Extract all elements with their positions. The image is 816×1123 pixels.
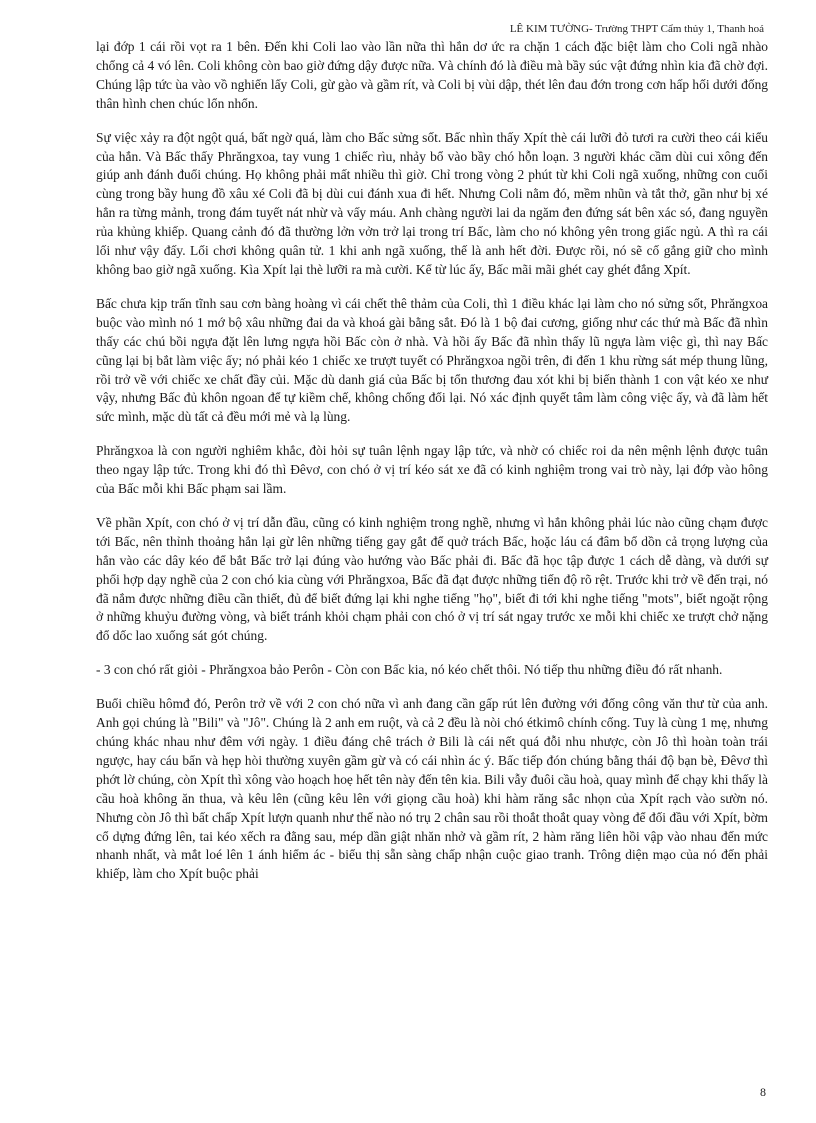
paragraph-5: Về phần Xpít, con chó ở vị trí dẫn đầu, cũng có kinh nghiệm trong nghề, nhưng vì hắn không phải lúc nào cũng chạm được tới Bấc, nên thỉnh thoảng hắn lại gừ lên những tiếng gay gắt để quở trách Bấc, hoặc láu cá đâm bổ dồn cả trọng lượng của hắn vào các dây kéo để bắt Bấc trở lại đúng vào hướng vào Bấc phải đi. Bấc đã học tập được 1 cách dễ dàng, và dưới sự phối hợp dạy nghề của 2 con chó kia cùng với Phrăngxoa, Bấc đã đạt được những tiến độ rõ rệt. Trước khi trở về đến trại, nó đã nắm được những điều cần thiết, đủ để biết đứng lại khi nghe tiếng "họ", biết đi tới khi nghe tiếng "mots", biết ngoặt rộng ở những khuỷu đường vòng, và biết tránh khỏi chạm phải con chó ở vị trí sát ngay trước xe mỗi khi chiếc xe trượt chở nặng đổ dốc lao xuống sát gót chúng. <box>96 514 768 644</box>
page-number: 8 <box>760 1085 766 1099</box>
paragraph-4: Phrăngxoa là con người nghiêm khắc, đòi hỏi sự tuân lệnh ngay lập tức, và nhờ có chiếc roi da nên mệnh lệnh được tuân theo ngay lập tức. Trong khi đó thì Đêvơ, con chó ở vị trí kéo sát xe đã có kinh nghiệm trong vai trò này, lại đớp vào hông của Bấc mỗi khi Bấc phạm sai lầm. <box>96 443 768 497</box>
paragraph-2: Sự việc xảy ra đột ngột quá, bất ngờ quá, làm cho Bấc sửng sốt. Bấc nhìn thấy Xpít thè cái lưỡi đỏ tươi ra cười theo cái kiểu của hắn. Và Bấc thấy Phrăngxoa, tay vung 1 chiếc rìu, nhảy bổ vào bầy chó hỗn loạn. 3 người khác cầm dùi cui xông đến giúp anh đánh đuổi chúng. Họ không phải mất nhiều thì giờ. Chỉ trong vòng 2 phút từ khi Coli ngã xuống, những con cuối cùng trong bầy hung đồ xâu xé Coli đã bị dùi cui đánh xua đi hết. Nhưng Coli nằm đó, mềm nhũn và tắt thở, gần như bị xé hẳn ra từng mảnh, trong đám tuyết nát nhừ và vấy máu. Anh chàng người lai da ngăm đen đứng sát bên xác só, đang nguyền rủa khủng khiếp. Quang cảnh đó đã thường lởn vởn trở lại trong trí Bấc, làm cho nó không yên trong giấc ngủ. A thì ra cái lối như vậy đấy. Lối chơi không quân tử. 1 khi anh ngã xuống, thế là anh hết đời. Được rồi, nó sẽ cố gắng giữ cho mình không bao giờ ngã xuống. Kìa Xpít lại thè lưỡi ra mà cười. Kể từ lúc ấy, Bấc mãi mãi ghét cay ghét đắng Xpít. <box>96 129 768 277</box>
page-header: LÊ KIM TƯỜNG- Trường THPT Cẩm thủy 1, Thanh hoá <box>509 23 764 35</box>
paragraph-1: lại đớp 1 cái rồi vọt ra 1 bên. Đến khi Coli lao vào lần nữa thì hắn dơ ức ra chặn 1 cách đặc biệt làm cho Coli ngã nhào chổng cả 4 vó lên. Coli không còn bao giờ đứng dậy được nữa. Và chính đó là điều mà bầy súc vật đứng nhìn kia đã chờ đợi. Chúng lập tức ùa vào vồ nghiến lấy Coli, gừ gào và gầm rít, và Coli bị vùi dập, thét lên đau đớn trong cơn hấp hối dưới đống thân hình chen chúc lổn nhổn. <box>96 39 769 111</box>
paragraph-3: Bấc chưa kịp trấn tĩnh sau cơn bàng hoàng vì cái chết thê thảm của Coli, thì 1 điều khác lại làm cho nó sửng sốt, Phrăngxoa buộc vào mình nó 1 mớ bộ xâu những đai da và khoá gài bằng sắt. Đó là 1 bộ đai cương, giống như các thứ mà Bấc đã nhìn thấy các chú bồi ngựa đặt lên lưng ngựa hồi Bấc còn ở nhà. Và hồi ấy Bấc đã nhìn thấy lũ ngựa làm việc gì, thì nay Bấc cũng lại bị bắt làm việc ấy; nó phải kéo 1 chiếc xe trượt tuyết có Phrăngxoa ngồi trên, đi đến 1 khu rừng sát mép thung lũng, rồi trở về với chiếc xe chất đầy củi. Mặc dù danh giá của Bấc bị tổn thương đau xót khi bị biến thành 1 con vật kéo xe như vậy, nhưng Bấc đủ khôn ngoan để tự kiềm chế, không chống đối lại. Nó xác định quyết tâm làm công việc ấy, và đã làm hết sức mình, mặc dù tất cả đều mới mẻ và lạ lùng. <box>96 295 768 425</box>
body-text <box>96 38 768 899</box>
paragraph-7: Buổi chiều hômđ đó, Perôn trở về với 2 con chó nữa vì anh đang cần gấp rút lên đường với đống công văn thư từ của anh. Anh gọi chúng là "Bili" và "Jô". Chúng là 2 anh em ruột, và cả 2 đều là nòi chó étkimô chính cống. Tuy là cùng 1 mẹ, nhưng chúng khác nhau như đêm với ngày. 1 điều đáng chê trách ở Bili là cái nết quá đỗi nhu nhược, còn Jô thì hoàn toàn trái ngược, hay cáu bẩn và hẹp hòi thường xuyên gầm gừ và có cái nhìn ác ý. Bấc tiếp đón chúng bằng thái độ bạn bè, Đêvơ thì phớt lờ chúng, còn Xpít thì xông vào hoạch hoẹ hết tên này đến tên kia. Bili vẫy đuôi cầu hoà, quay mình để chạy khi thấy là cầu hoà không ăn thua, và kêu lên (cũng kêu lên với giọng cầu hoà) khi hàm răng sắc nhọn của Xpít rạch vào sườn nó. Nhưng còn Jô thì bất chấp Xpít lượn quanh như thế nào nó trụ 2 chân sau rồi thoắt thoắt quay vòng để đối đầu với Xpít, bờm cổ dựng đứng lên, tai kéo xếch ra đằng sau, mép dần giật nhăn nhở và gầm rít, 2 hàm răng liên hồi vập vào nhau đến mức nhanh nhất, và mắt loé lên 1 ánh hiểm ác - biểu thị sẵn sàng chấp nhận cuộc giao tranh. Trông diện mạo của nó đến phải khiếp, làm cho Xpít buộc phải <box>96 696 768 882</box>
paragraph-6: - 3 con chó rất giỏi - Phrăngxoa bảo Perôn - Còn con Bấc kia, nó kéo chết thôi. Nó tiếp thu những điều đó rất nhanh. <box>96 662 723 678</box>
